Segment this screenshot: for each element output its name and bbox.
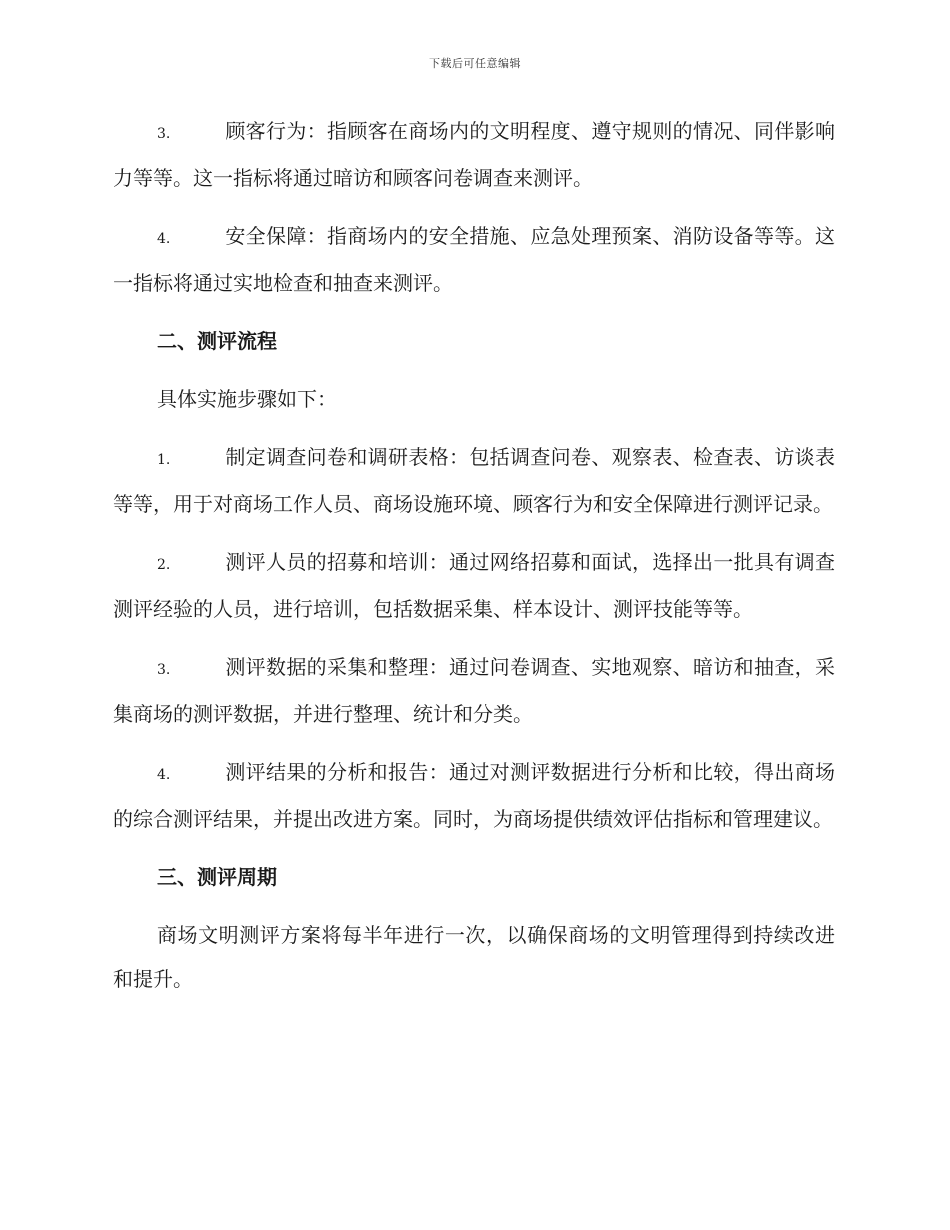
list-item-customer-behavior xyxy=(113,109,835,200)
list-item-questionnaire xyxy=(113,435,835,526)
paragraph-steps-intro: 具体实施步骤如下： xyxy=(157,387,337,411)
list-item-analysis-report xyxy=(113,750,835,841)
section-heading-process: 二、测评流程 xyxy=(157,329,277,353)
list-number: 3. xyxy=(157,126,171,142)
list-item-text: 测评结果的分析和报告：通过对测评数据进行分析和比较，得出商场的综合测评结果，并提出改进方案。同时，为商场提供绩效评估指标和管理建议。 xyxy=(113,760,835,831)
list-number: 1. xyxy=(157,452,171,468)
list-item-text: 安全保障：指商场内的安全措施、应急处理预案、消防设备等等。这一指标将通过实地检查和抽查来测评。 xyxy=(113,224,835,295)
section-heading-cycle: 三、测评周期 xyxy=(157,865,277,889)
list-item-recruitment xyxy=(113,540,835,631)
list-item-text: 测评人员的招募和培训：通过网络招募和面试，选择出一批具有调查测评经验的人员，进行培训，包括数据采集、样本设计、测评技能等等。 xyxy=(113,550,835,621)
list-item-text: 顾客行为：指顾客在商场内的文明程度、遵守规则的情况、同伴影响力等等。这一指标将通过暗访和顾客问卷调查来测评。 xyxy=(113,119,835,190)
list-item-safety xyxy=(113,214,835,305)
document-body xyxy=(113,109,835,1015)
list-number: 4. xyxy=(157,231,171,247)
list-number: 4. xyxy=(157,767,171,783)
header-note: 下载后可任意编辑 xyxy=(429,57,521,70)
list-number: 3. xyxy=(157,662,171,678)
paragraph-cycle: 商场文明测评方案将每半年进行一次，以确保商场的文明管理得到持续改进和提升。 xyxy=(113,923,835,991)
list-item-text: 制定调查问卷和调研表格：包括调查问卷、观察表、检查表、访谈表等等，用于对商场工作人员、商场设施环境、顾客行为和安全保障进行测评记录。 xyxy=(113,445,835,516)
list-item-text: 测评数据的采集和整理：通过问卷调查、实地观察、暗访和抽查，采集商场的测评数据，并进行整理、统计和分类。 xyxy=(113,655,835,726)
list-item-data-collection xyxy=(113,645,835,736)
list-number: 2. xyxy=(157,557,171,573)
